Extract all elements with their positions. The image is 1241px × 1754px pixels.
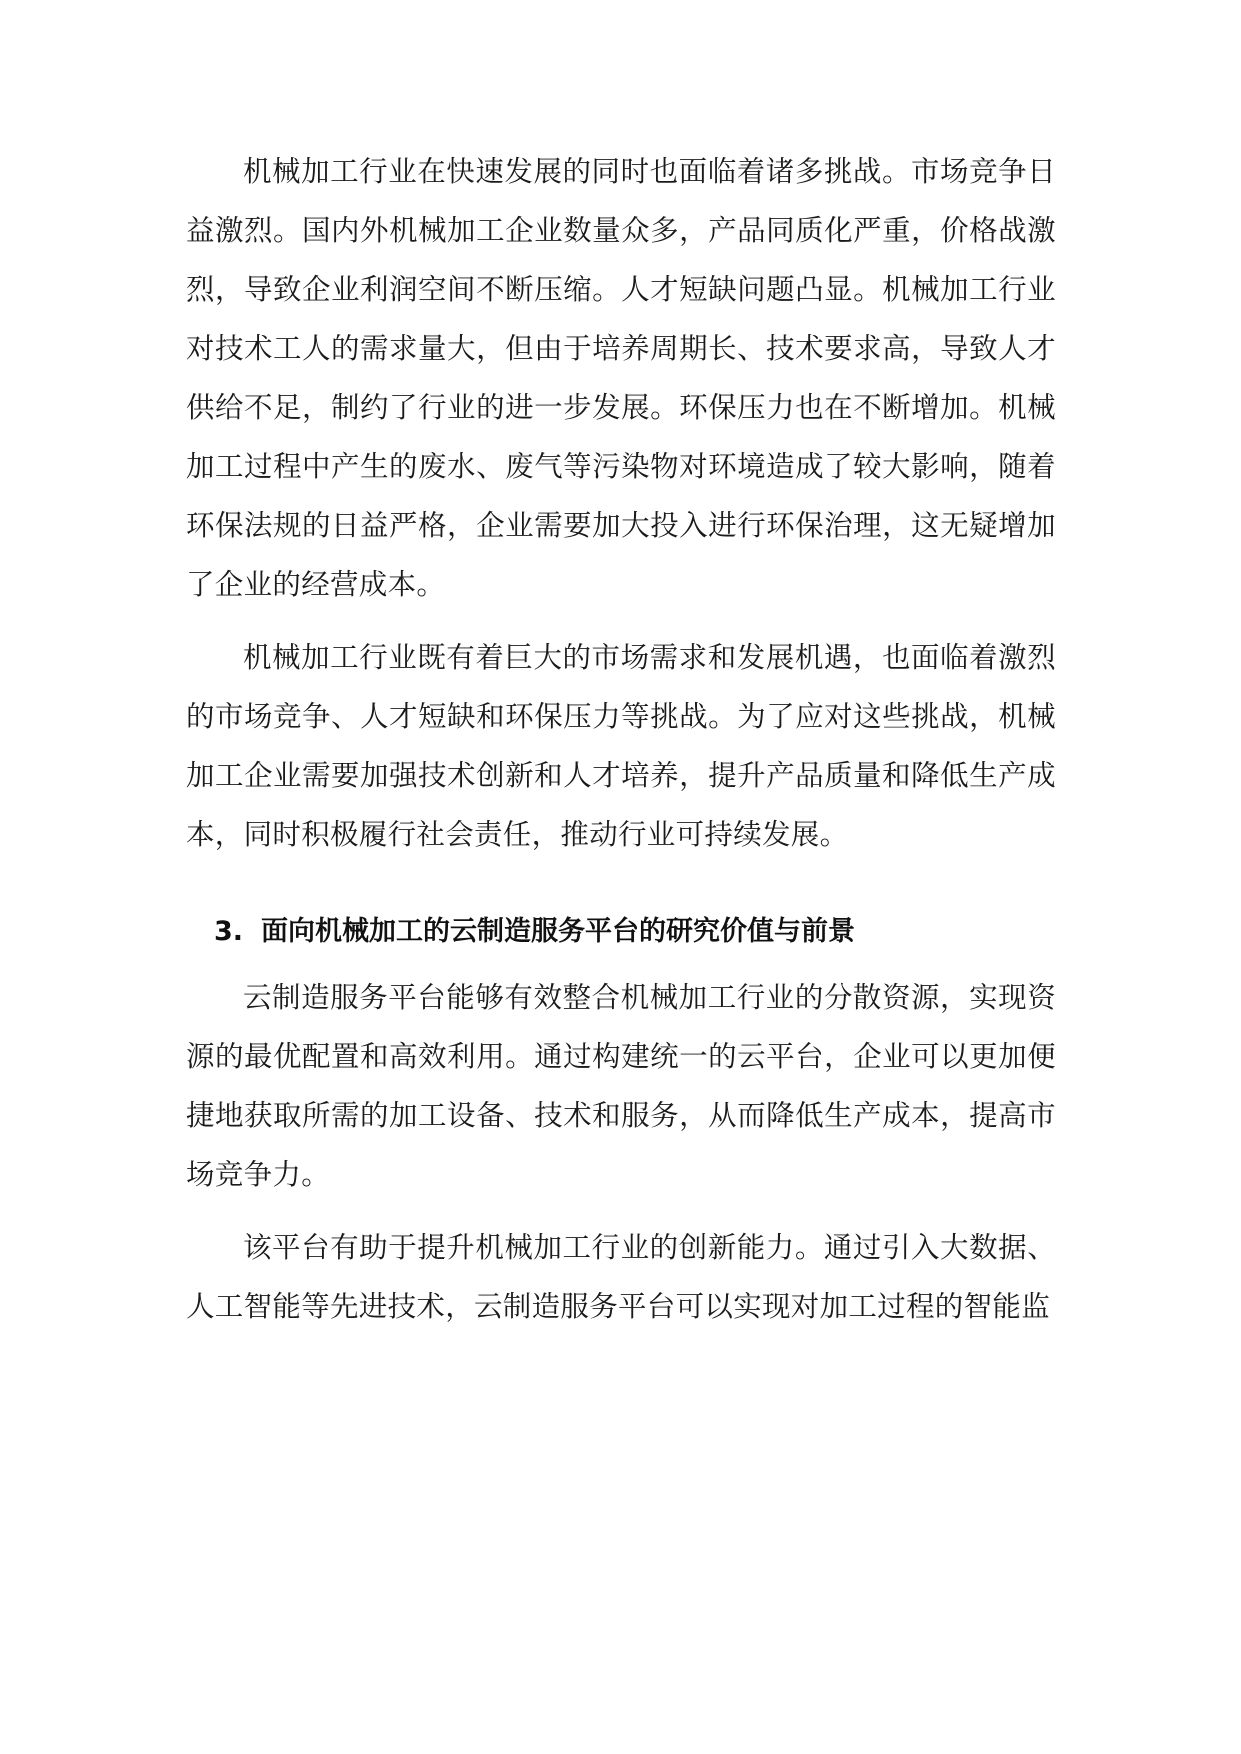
document-body — [186, 142, 1056, 1336]
body-paragraph: 云制造服务平台能够有效整合机械加工行业的分散资源，实现资源的最优配置和高效利用。通过构建统一的云平台，企业可以更加便捷地获取所需的加工设备、技术和服务，从而降低生产成本，提高市场竞争力。 — [186, 981, 1056, 1191]
section-heading — [186, 912, 1056, 952]
body-paragraph: 机械加工行业在快速发展的同时也面临着诸多挑战。市场竞争日益激烈。国内外机械加工企业数量众多，产品同质化严重，价格战激烈，导致企业利润空间不断压缩。人才短缺问题凸显。机械加工行业对技术工人的需求量大，但由于培养周期长、技术要求高，导致人才供给不足，制约了行业的进一步发展。环保压力也在不断增加。机械加工过程中产生的废水、废气等污染物对环境造成了较大影响，随着环保法规的日益严格，企业需要加大投入进行环保治理，这无疑增加了企业的经营成本。 — [186, 155, 1056, 601]
section-number: 3. — [214, 916, 244, 947]
section-title: 面向机械加工的云制造服务平台的研究价值与前景 — [261, 916, 856, 947]
body-paragraph: 机械加工行业既有着巨大的市场需求和发展机遇，也面临着激烈的市场竞争、人才短缺和环保压力等挑战。为了应对这些挑战，机械加工企业需要加强技术创新和人才培养，提升产品质量和降低生产成本，同时积极履行社会责任，推动行业可持续发展。 — [186, 641, 1056, 851]
body-paragraph: 该平台有助于提升机械加工行业的创新能力。通过引入大数据、人工智能等先进技术，云制造服务平台可以实现对加工过程的智能监 — [186, 1231, 1056, 1323]
